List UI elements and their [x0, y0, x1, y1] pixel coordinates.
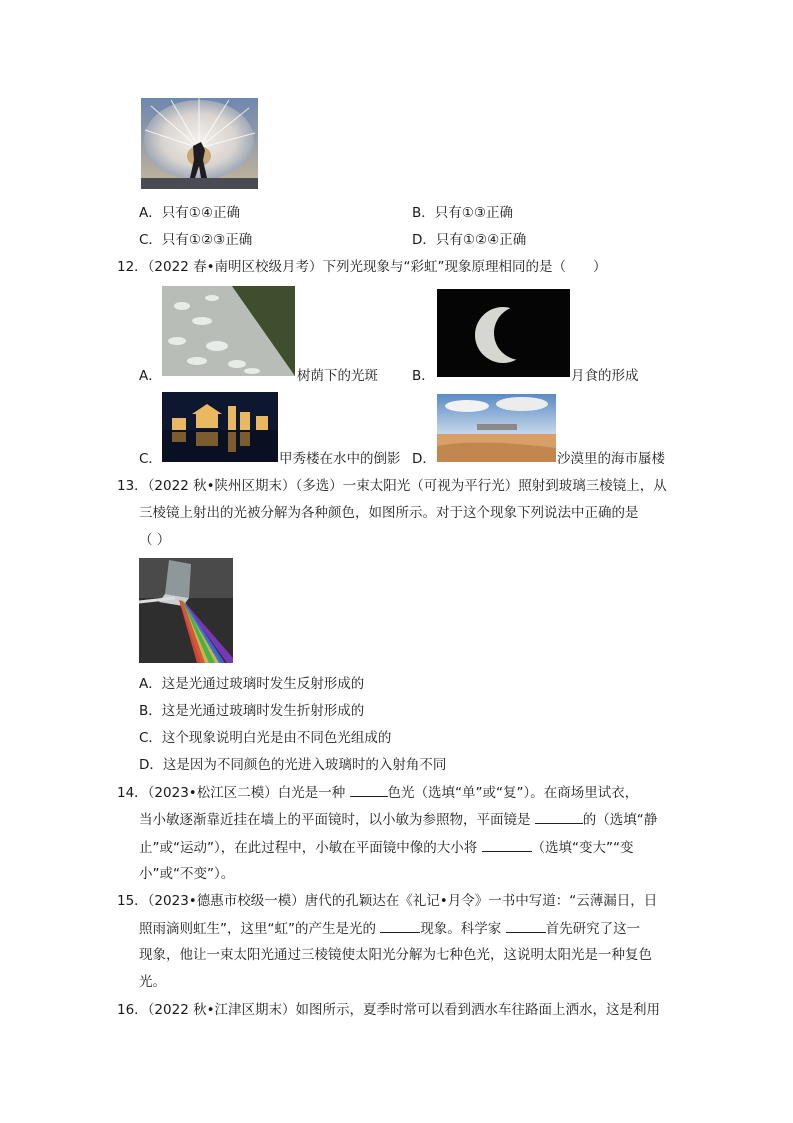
q15-line2	[139, 918, 640, 939]
q16-line1: 16．（2022 秋•江津区期末）如图所示，夏季时常可以看到洒水车往路面上洒水，这是利用	[117, 1002, 661, 1018]
q15-line1: 15．（2023•德惠市校级一模）唐代的孔颖达在《礼记•月令》一书中写道：“云薄漏日，日	[117, 893, 658, 909]
q12-option-a-letter: A．	[139, 368, 162, 384]
q13-option-a: A．这是光通过玻璃时发生反射形成的	[139, 676, 365, 692]
q13-option-d: D．这是因为不同颜色的光进入玻璃时的入射角不同	[139, 757, 447, 773]
q11-photo-snow-fan	[141, 98, 258, 189]
q14-text-1a: 14．（2023•松江区二模）白光是一种	[117, 785, 350, 801]
q11-option-b: B．只有①③正确	[412, 205, 513, 221]
q12-option-d-letter: D．	[412, 451, 436, 467]
q12-stem: 12．（2022 春•南明区校级月考）下列光现象与“彩虹”现象原理相同的是（ ）	[117, 259, 607, 275]
q13-option-b: B．这是光通过玻璃时发生折射形成的	[139, 703, 365, 719]
q13-option-c: C．这个现象说明白光是由不同色光组成的	[139, 730, 392, 746]
q11-option-d: D．只有①②④正确	[412, 232, 527, 248]
q15-text-2b: 现象。科学家	[420, 921, 506, 937]
q13-stem-line1: 13．（2022 秋•陕州区期末）（多选）一束太阳光（可视为平行光）照射到玻璃三棱镜上，从	[117, 478, 667, 494]
q14-text-3b: （选填“变大”“变	[531, 840, 634, 856]
q14-blank-3[interactable]	[482, 837, 532, 852]
q15-blank-1[interactable]	[380, 918, 420, 933]
q15-text-2c: 首先研究了这一	[545, 921, 641, 937]
q12-photo-tree-shade	[162, 286, 295, 376]
q14-blank-1[interactable]	[350, 782, 388, 797]
q14-line2	[139, 809, 657, 830]
q15-blank-2[interactable]	[506, 918, 546, 933]
q14-text-2a: 当小敏逐渐靠近挂在墙上的平面镜时，以小敏为参照物，平面镜是	[139, 812, 535, 828]
q11-option-c: C．只有①②③正确	[139, 232, 253, 248]
q15-text-2a: 照雨滴则虹生”，这里“虹”的产生是光的	[139, 921, 381, 937]
q14-text-3a: 止”或“运动”），在此过程中，小敏在平面镜中像的大小将	[139, 840, 482, 856]
q14-line4: 小”或“不变”）。	[139, 866, 235, 882]
q13-stem-line2: 三棱镜上射出的光被分解为各种颜色，如图所示。对于这个现象下列说法中正确的是	[139, 505, 639, 521]
q13-photo-prism-dispersion	[139, 558, 233, 663]
q14-line3	[139, 837, 634, 858]
q11-option-a: A．只有①④正确	[139, 205, 240, 221]
q12-option-d-caption: 沙漠里的海市蜃楼	[557, 451, 665, 467]
q13-stem-line3: （ ）	[139, 532, 171, 548]
q15-line3: 现象，他让一束太阳光通过三棱镜使太阳光分解为七种色光，这说明太阳光是一种复色	[139, 947, 652, 963]
q12-option-b-letter: B．	[412, 368, 435, 384]
q15-line4: 光。	[139, 974, 166, 990]
q14-text-1b: 色光（选填“单”或“复”）。在商场里试衣，	[387, 785, 639, 801]
q14-text-2b: 的（选填“静	[582, 812, 658, 828]
q12-option-c-caption: 甲秀楼在水中的倒影	[279, 451, 401, 467]
q14-line1	[117, 782, 638, 803]
q12-option-a-caption: 树荫下的光斑	[297, 368, 378, 384]
q12-option-c-letter: C．	[139, 451, 162, 467]
q12-photo-desert-mirage	[437, 394, 556, 462]
q12-photo-lunar-eclipse	[437, 289, 570, 377]
q14-blank-2[interactable]	[535, 809, 583, 824]
q12-option-b-caption: 月食的形成	[571, 368, 639, 384]
q12-photo-jiaxiu-tower-reflection	[162, 392, 278, 462]
